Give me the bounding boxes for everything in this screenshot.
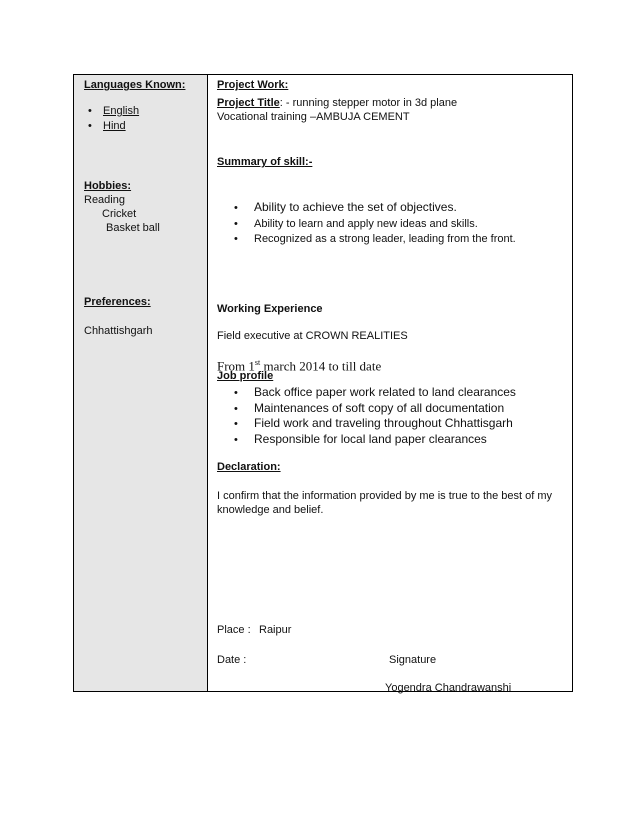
place-label: Place : xyxy=(217,624,251,636)
place-value: Raipur xyxy=(259,624,292,636)
hobby-item: Basket ball xyxy=(106,222,160,234)
summary-heading: Summary of skill:- xyxy=(217,156,313,168)
declaration-line: I confirm that the information provided by me is true to the best of my xyxy=(217,490,553,502)
bullet-icon: • xyxy=(234,202,238,214)
project-work-heading: Project Work: xyxy=(217,79,289,91)
resume-table xyxy=(73,74,573,692)
preference-value: Chhattishgarh xyxy=(84,325,153,337)
working-experience-heading: Working Experience xyxy=(217,303,323,315)
hobby-item: Cricket xyxy=(102,208,137,220)
bullet-icon: • xyxy=(88,105,92,117)
project-title-line xyxy=(217,96,457,110)
language-item: English xyxy=(103,105,140,117)
bullet-icon: • xyxy=(234,218,238,230)
bullet-icon: • xyxy=(234,403,238,415)
bullet-icon: • xyxy=(234,233,238,245)
project-title-text: : - running stepper motor in 3d plane xyxy=(279,97,458,109)
declaration-line: knowledge and belief. xyxy=(217,504,324,516)
bullet-icon: • xyxy=(234,387,238,399)
job-title: Field executive at CROWN REALITIES xyxy=(217,330,408,342)
hobby-item: Reading xyxy=(84,194,125,206)
vocational-training: Vocational training –AMBUJA CEMENT xyxy=(217,111,410,123)
skill-item: Ability to achieve the set of objectives. xyxy=(254,200,457,214)
declaration-heading: Declaration: xyxy=(217,461,281,473)
language-item: Hind xyxy=(103,120,126,132)
bullet-icon: • xyxy=(88,120,92,132)
job-profile-item: Back office paper work related to land clearances xyxy=(254,385,516,399)
job-profile-item: Maintenances of soft copy of all documentation xyxy=(254,401,505,415)
preferences-heading: Preferences: xyxy=(84,296,151,308)
job-profile-heading: Job profile xyxy=(217,370,274,382)
bullet-icon: • xyxy=(234,434,238,446)
bullet-icon: • xyxy=(234,418,238,430)
job-profile-item: Responsible for local land paper clearances xyxy=(254,432,487,446)
project-title-label: Project Title xyxy=(217,97,280,109)
date-label: Date : xyxy=(217,654,247,666)
right-column xyxy=(208,75,572,694)
skill-item: Recognized as a strong leader, leading from the front. xyxy=(254,233,516,245)
job-profile-item: Field work and traveling throughout Chhattisgarh xyxy=(254,416,513,430)
skill-item: Ability to learn and apply new ideas and skills. xyxy=(254,218,478,230)
employment-dates: From 1st march 2014 to till date xyxy=(217,358,382,374)
hobbies-heading: Hobbies: xyxy=(84,180,132,192)
left-column xyxy=(74,75,208,691)
signatory-name: Yogendra Chandrawanshi xyxy=(385,682,512,694)
signature-label: Signature xyxy=(389,654,437,666)
languages-heading: Languages Known: xyxy=(84,79,186,91)
